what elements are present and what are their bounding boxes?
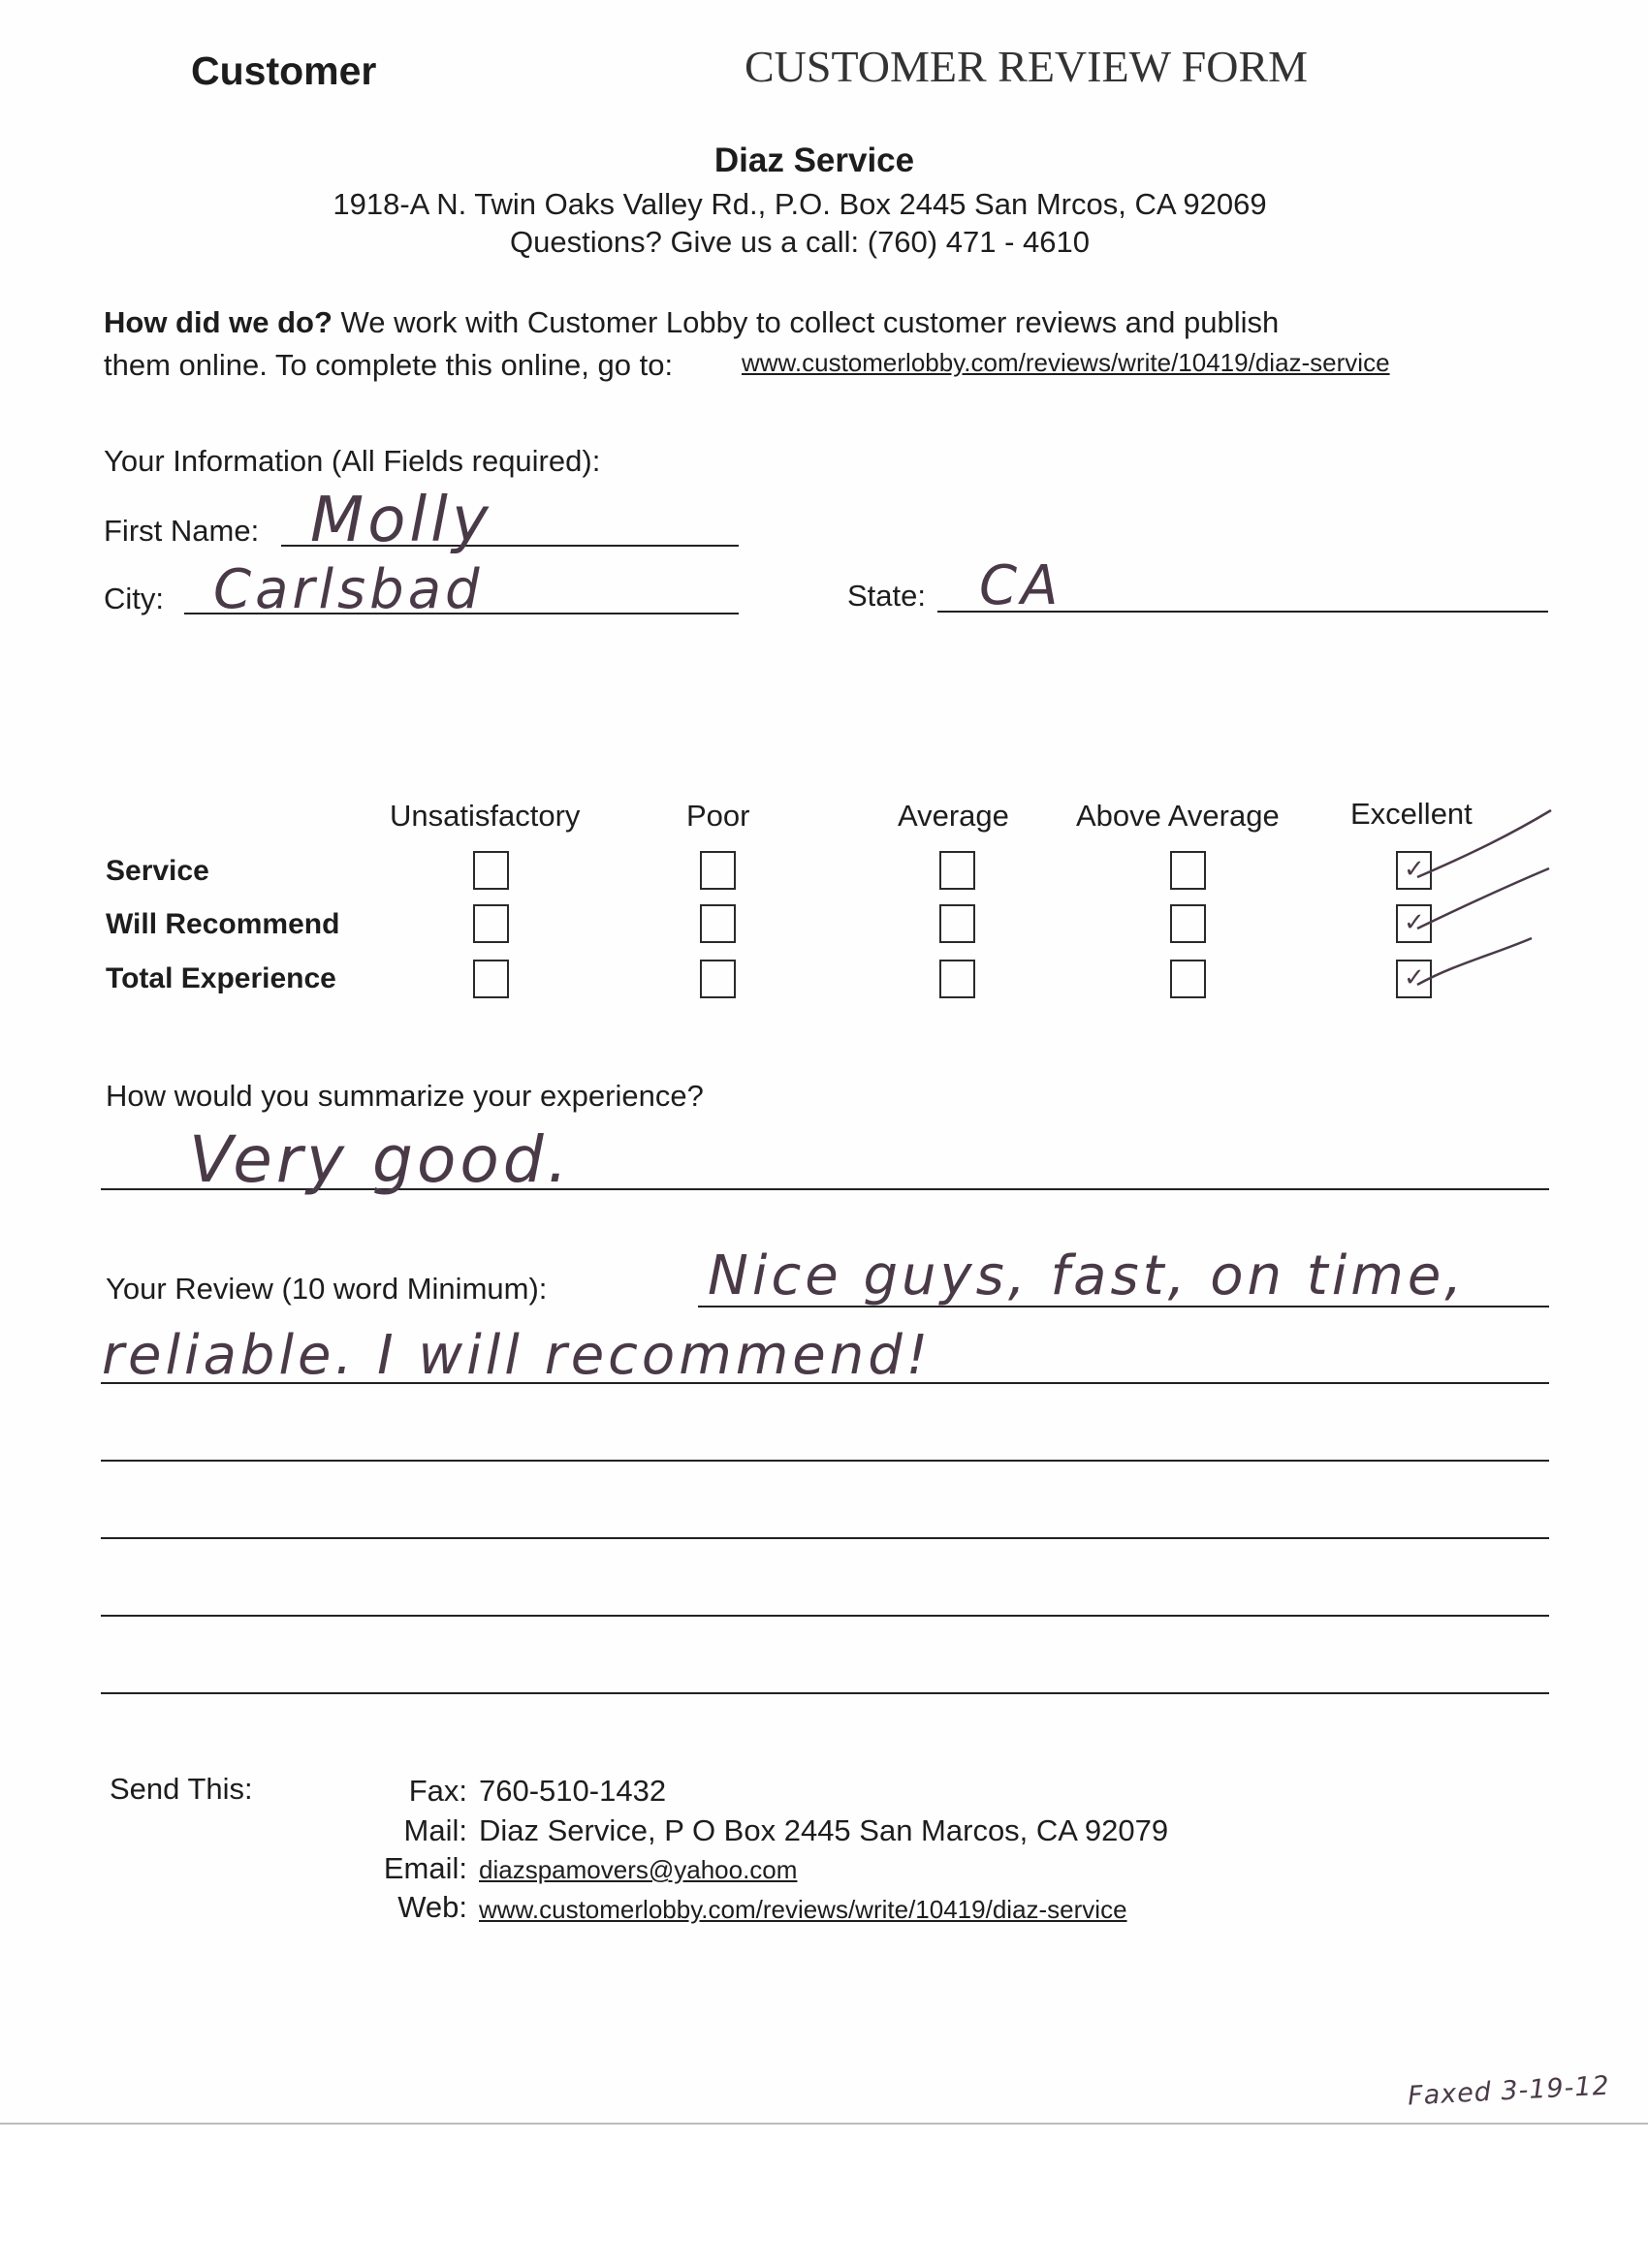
summary-question: How would you summarize your experience? — [106, 1079, 704, 1113]
row-label-service: Service — [106, 855, 209, 887]
checkbox-total-poor[interactable] — [700, 960, 736, 998]
state-label: State: — [847, 579, 926, 613]
checkbox-total-unsatisfactory[interactable] — [473, 960, 509, 998]
col-header-unsatisfactory: Unsatisfactory — [390, 799, 581, 833]
checkbox-recommend-unsatisfactory[interactable] — [473, 904, 509, 943]
col-header-poor: Poor — [686, 799, 750, 833]
col-header-above-average: Above Average — [1076, 799, 1280, 833]
info-heading: Your Information (All Fields required): — [104, 444, 601, 478]
fax-value: 760-510-1432 — [479, 1774, 667, 1808]
web-link[interactable]: www.customerlobby.com/reviews/write/10419/diaz-service — [479, 1895, 1127, 1924]
mail-label: Mail: — [403, 1813, 467, 1847]
review-label: Your Review (10 word Minimum): — [106, 1272, 548, 1306]
review-line-3 — [101, 1460, 1549, 1462]
review-line-5 — [101, 1615, 1549, 1617]
scan-margin — [0, 2123, 1648, 2268]
checkbox-recommend-excellent[interactable] — [1396, 904, 1432, 943]
checkbox-total-excellent[interactable] — [1396, 960, 1432, 998]
company-address: 1918-A N. Twin Oaks Valley Rd., P.O. Box 2445 San Mrcos, CA 92069 — [333, 187, 1267, 221]
checkbox-service-poor[interactable] — [700, 851, 736, 890]
checkmark-icon: ✓ — [1404, 908, 1425, 937]
checkmark-icon: ✓ — [1404, 963, 1425, 992]
checkbox-service-unsatisfactory[interactable] — [473, 851, 509, 890]
city-field[interactable]: Carlsbad — [213, 558, 484, 621]
intro-line-1 — [104, 305, 1279, 340]
faxed-note: Faxed 3-19-12 — [1407, 2070, 1611, 2112]
company-name: Diaz Service — [713, 142, 915, 179]
col-header-excellent: Excellent — [1350, 797, 1473, 831]
phone-line: Questions? Give us a call: (760) 471 - 4610 — [510, 225, 1090, 259]
intro-url-link[interactable]: www.customerlobby.com/reviews/write/10419/diaz-service — [742, 348, 1390, 377]
summary-field[interactable]: Very good. — [189, 1122, 572, 1197]
mail-value: Diaz Service, P O Box 2445 San Marcos, CA 92079 — [479, 1813, 1169, 1847]
review-field-line-2[interactable]: reliable. I will recommend! — [102, 1324, 933, 1387]
row-label-will-recommend: Will Recommend — [106, 908, 340, 940]
city-label: City: — [104, 582, 164, 615]
review-field-line-1[interactable]: Nice guys, fast, on time, — [708, 1244, 1467, 1307]
first-name-field[interactable]: Molly — [310, 485, 492, 556]
review-line-4 — [101, 1537, 1549, 1539]
form-title: CUSTOMER REVIEW FORM — [745, 42, 1309, 91]
checkmark-icon: ✓ — [1404, 855, 1425, 884]
state-field[interactable]: CA — [979, 554, 1062, 617]
email-label: Email: — [383, 1851, 467, 1885]
checkbox-recommend-poor[interactable] — [700, 904, 736, 943]
email-link[interactable]: diazspamovers@yahoo.com — [479, 1855, 798, 1884]
first-name-label: First Name: — [104, 514, 260, 548]
fax-label: Fax: — [408, 1774, 467, 1808]
review-line-6 — [101, 1692, 1549, 1694]
checkbox-service-average[interactable] — [939, 851, 975, 890]
web-label: Web: — [397, 1890, 467, 1924]
intro-lead: How did we do? — [104, 305, 333, 339]
intro-text-2: them online. To complete this online, go to: — [104, 348, 674, 382]
checkbox-recommend-average[interactable] — [939, 904, 975, 943]
checkbox-total-average[interactable] — [939, 960, 975, 998]
row-label-total-experience: Total Experience — [106, 962, 336, 994]
checkbox-recommend-above-average[interactable] — [1170, 904, 1206, 943]
checkbox-service-excellent[interactable] — [1396, 851, 1432, 890]
col-header-average: Average — [898, 799, 1009, 833]
intro-text-1: We work with Customer Lobby to collect customer reviews and publish — [332, 305, 1280, 339]
corner-label: Customer — [191, 48, 377, 93]
checkbox-total-above-average[interactable] — [1170, 960, 1206, 998]
intro-line-2 — [104, 348, 673, 383]
checkbox-service-above-average[interactable] — [1170, 851, 1206, 890]
send-label: Send This: — [110, 1772, 253, 1806]
